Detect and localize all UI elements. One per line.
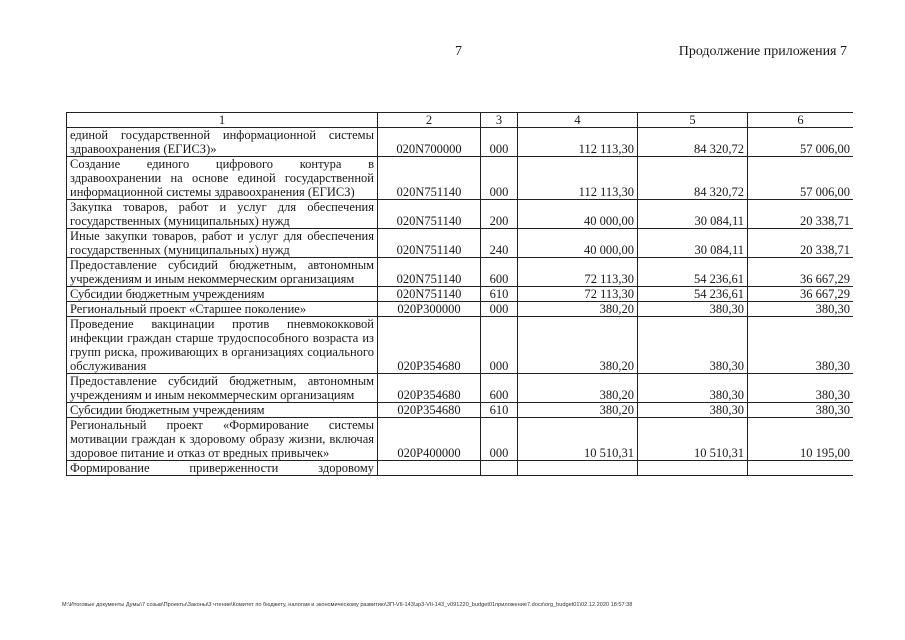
- row-value-col5: 10 510,31: [638, 418, 748, 461]
- budget-table: [66, 112, 853, 476]
- row-name: Субсидии бюджетным учреждениям: [67, 403, 378, 418]
- row-value-col5: 380,30: [638, 317, 748, 374]
- row-value-col5: 380,30: [638, 374, 748, 403]
- row-value-col4: 72 113,30: [518, 287, 638, 302]
- row-value-col6: 380,30: [748, 317, 854, 374]
- row-expense-type: 000: [481, 317, 518, 374]
- row-code: 020N751140: [378, 287, 481, 302]
- table-row: [67, 374, 854, 403]
- table-row: [67, 200, 854, 229]
- column-header: 5: [638, 113, 748, 128]
- row-value-col6: 380,30: [748, 374, 854, 403]
- table-row: [67, 317, 854, 374]
- row-value-col5: 380,30: [638, 302, 748, 317]
- row-code: 020N700000: [378, 128, 481, 157]
- table-row: [67, 258, 854, 287]
- column-header: 6: [748, 113, 854, 128]
- row-value-col6: 20 338,71: [748, 229, 854, 258]
- row-name: Создание единого цифрового контура в здравоохранении на основе единой государственной информационной системы здравоохранения (ЕГИСЗ): [67, 157, 378, 200]
- row-name: Проведение вакцинации против пневмококковой инфекции граждан старше трудоспособного возраста из групп риска, проживающих в организациях социального обслуживания: [67, 317, 378, 374]
- budget-table-container: [66, 112, 853, 598]
- table-row: [67, 229, 854, 258]
- row-value-col6: [748, 461, 854, 476]
- column-header: 1: [67, 113, 378, 128]
- row-expense-type: 610: [481, 287, 518, 302]
- footer-file-path: М:\Итоговые документы Думы\7 созыв\Проекты\Законы\3 чтение\Комитет по бюджету, налогам и экономическому развитию\ЗП-VII-143\зр3-VII-143_v091220_budget01приложение7.docx\org_budget01\02.12.2020 18:57:38: [62, 602, 633, 608]
- row-code: 020P400000: [378, 418, 481, 461]
- row-name: Региональный проект «Формирование системы мотивации граждан к здоровому образу жизни, включая здоровое питание и отказ от вредных привычек»: [67, 418, 378, 461]
- table-row: [67, 403, 854, 418]
- continuation-label: Продолжение приложения 7: [678, 44, 847, 59]
- row-value-col4: 40 000,00: [518, 229, 638, 258]
- row-code: 020N751140: [378, 258, 481, 287]
- table-row: [67, 461, 854, 476]
- column-header: 3: [481, 113, 518, 128]
- row-code: 020P354680: [378, 403, 481, 418]
- row-expense-type: 200: [481, 200, 518, 229]
- row-code: 020P354680: [378, 317, 481, 374]
- row-code: 020P300000: [378, 302, 481, 317]
- table-header-row: [67, 113, 854, 128]
- row-name: Иные закупки товаров, работ и услуг для обеспечения государственных (муниципальных) нужд: [67, 229, 378, 258]
- row-value-col6: 36 667,29: [748, 258, 854, 287]
- row-value-col4: 380,20: [518, 317, 638, 374]
- row-expense-type: 000: [481, 157, 518, 200]
- row-name: единой государственной информационной системы здравоохранения (ЕГИСЗ)»: [67, 128, 378, 157]
- row-value-col5: 380,30: [638, 403, 748, 418]
- row-expense-type: 000: [481, 128, 518, 157]
- row-code: 020P354680: [378, 374, 481, 403]
- row-expense-type: 600: [481, 374, 518, 403]
- table-row: [67, 418, 854, 461]
- row-value-col6: 57 006,00: [748, 128, 854, 157]
- row-value-col5: 30 084,11: [638, 229, 748, 258]
- row-value-col6: 10 195,00: [748, 418, 854, 461]
- page-number: 7: [455, 44, 462, 59]
- row-name: Закупка товаров, работ и услуг для обеспечения государственных (муниципальных) нужд: [67, 200, 378, 229]
- row-value-col6: 57 006,00: [748, 157, 854, 200]
- row-expense-type: 000: [481, 302, 518, 317]
- row-name: Региональный проект «Старшее поколение»: [67, 302, 378, 317]
- row-value-col5: 84 320,72: [638, 157, 748, 200]
- row-value-col6: 380,30: [748, 302, 854, 317]
- row-value-col5: 54 236,61: [638, 258, 748, 287]
- row-value-col4: 380,20: [518, 302, 638, 317]
- row-expense-type: 240: [481, 229, 518, 258]
- row-name: Формирование приверженности здоровому: [67, 461, 378, 476]
- row-expense-type: 000: [481, 418, 518, 461]
- row-value-col4: 380,20: [518, 403, 638, 418]
- row-code: 020N751140: [378, 200, 481, 229]
- table-row: [67, 302, 854, 317]
- row-value-col4: 112 113,30: [518, 157, 638, 200]
- row-value-col5: [638, 461, 748, 476]
- table-row: [67, 287, 854, 302]
- row-expense-type: 600: [481, 258, 518, 287]
- row-value-col4: [518, 461, 638, 476]
- row-value-col6: 20 338,71: [748, 200, 854, 229]
- row-code: 020N751140: [378, 157, 481, 200]
- row-value-col4: 380,20: [518, 374, 638, 403]
- row-value-col6: 380,30: [748, 403, 854, 418]
- row-expense-type: [481, 461, 518, 476]
- row-name: Предоставление субсидий бюджетным, автономным учреждениям и иным некоммерческим организациям: [67, 258, 378, 287]
- row-name: Предоставление субсидий бюджетным, автономным учреждениям и иным некоммерческим организациям: [67, 374, 378, 403]
- row-name: Субсидии бюджетным учреждениям: [67, 287, 378, 302]
- row-code: [378, 461, 481, 476]
- column-header: 2: [378, 113, 481, 128]
- row-value-col4: 72 113,30: [518, 258, 638, 287]
- table-row: [67, 128, 854, 157]
- row-expense-type: 610: [481, 403, 518, 418]
- row-value-col4: 10 510,31: [518, 418, 638, 461]
- row-value-col6: 36 667,29: [748, 287, 854, 302]
- column-header: 4: [518, 113, 638, 128]
- row-value-col4: 40 000,00: [518, 200, 638, 229]
- row-value-col5: 54 236,61: [638, 287, 748, 302]
- row-value-col5: 84 320,72: [638, 128, 748, 157]
- table-row: [67, 157, 854, 200]
- row-code: 020N751140: [378, 229, 481, 258]
- row-value-col5: 30 084,11: [638, 200, 748, 229]
- row-value-col4: 112 113,30: [518, 128, 638, 157]
